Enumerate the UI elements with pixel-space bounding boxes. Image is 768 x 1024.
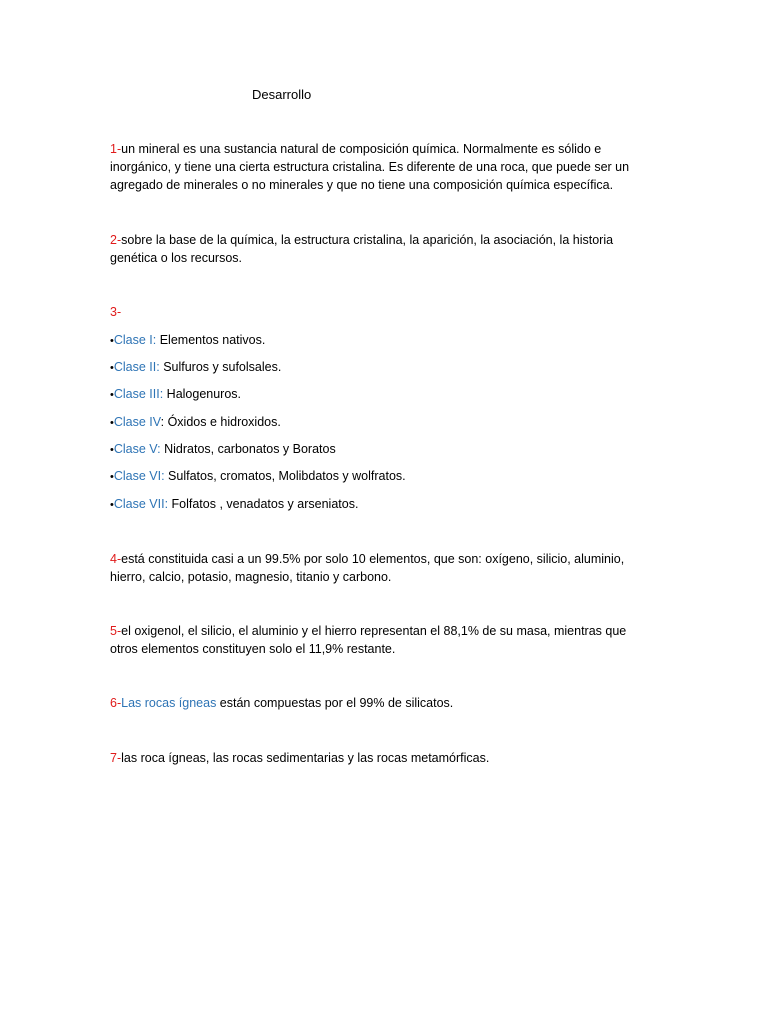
answer-2 (110, 231, 650, 267)
class-text: Halogenuros. (163, 387, 242, 401)
answer-number: 6- (110, 696, 122, 710)
bullet-icon: • (110, 444, 114, 456)
answer-text: están compuestas por el 99% de silicatos. (216, 696, 454, 710)
answer-number: 1- (110, 142, 122, 156)
answer-3 (110, 303, 650, 321)
answer-number: 4- (110, 552, 122, 566)
answer-7 (110, 749, 650, 767)
class-label: Clase IV (113, 415, 161, 429)
answer-5 (110, 622, 650, 658)
class-item (110, 385, 241, 404)
answer-highlight: Las rocas ígneas (121, 696, 217, 710)
bullet-icon: • (110, 471, 114, 483)
answer-text: un mineral es una sustancia natural de composición química. Normalmente es sólido e inorgánico, y tiene una cierta estructura cristalina. Es diferente de una roca, que puede ser un agregado de minerales o no minerales y que no tiene una composición química específica. (110, 142, 630, 192)
class-item (110, 440, 336, 459)
class-text: Elementos nativos. (156, 333, 266, 347)
bullet-icon: • (110, 499, 114, 511)
answer-number: 3- (110, 305, 122, 319)
class-item (110, 331, 265, 350)
answer-number: 2- (110, 233, 122, 247)
class-text: Nidratos, carbonatos y Boratos (160, 442, 336, 456)
bullet-icon: • (110, 335, 114, 347)
answer-text: el oxigenol, el silicio, el aluminio y el hierro representan el 88,1% de su masa, mientras que otros elementos constituyen solo el 11,9% restante. (110, 624, 627, 656)
answer-text: está constituida casi a un 99.5% por solo 10 elementos, que son: oxígeno, silicio, aluminio, hierro, calcio, potasio, magnesio, titanio y carbono. (110, 552, 625, 584)
class-label: Clase V: (113, 442, 161, 456)
answer-text: sobre la base de la química, la estructura cristalina, la aparición, la asociación, la historia genética o los recursos. (110, 233, 614, 265)
answer-1 (110, 140, 650, 194)
bullet-icon: • (110, 362, 114, 374)
class-text: Folfatos , venadatos y arseniatos. (168, 497, 359, 511)
class-text: : Óxidos e hidroxidos. (160, 415, 281, 429)
class-text: Sulfatos, cromatos, Molibdatos y wolfratos. (164, 469, 406, 483)
class-item (110, 495, 358, 514)
class-item (110, 358, 281, 377)
answer-6 (110, 694, 650, 712)
document-title: Desarrollo (252, 87, 312, 102)
class-item (110, 467, 406, 486)
answer-number: 5- (110, 624, 122, 638)
class-item (110, 413, 281, 432)
class-text: Sulfuros y sufolsales. (159, 360, 282, 374)
class-label: Clase I: (113, 333, 157, 347)
class-label: Clase VI: (113, 469, 165, 483)
class-label: Clase III: (113, 387, 164, 401)
bullet-icon: • (110, 417, 114, 429)
bullet-icon: • (110, 389, 114, 401)
answer-text: las roca ígneas, las rocas sedimentarias y las rocas metamórficas. (121, 751, 490, 765)
answer-4 (110, 550, 650, 586)
answer-number: 7- (110, 751, 122, 765)
class-label: Clase VII: (113, 497, 169, 511)
class-label: Clase II: (113, 360, 160, 374)
